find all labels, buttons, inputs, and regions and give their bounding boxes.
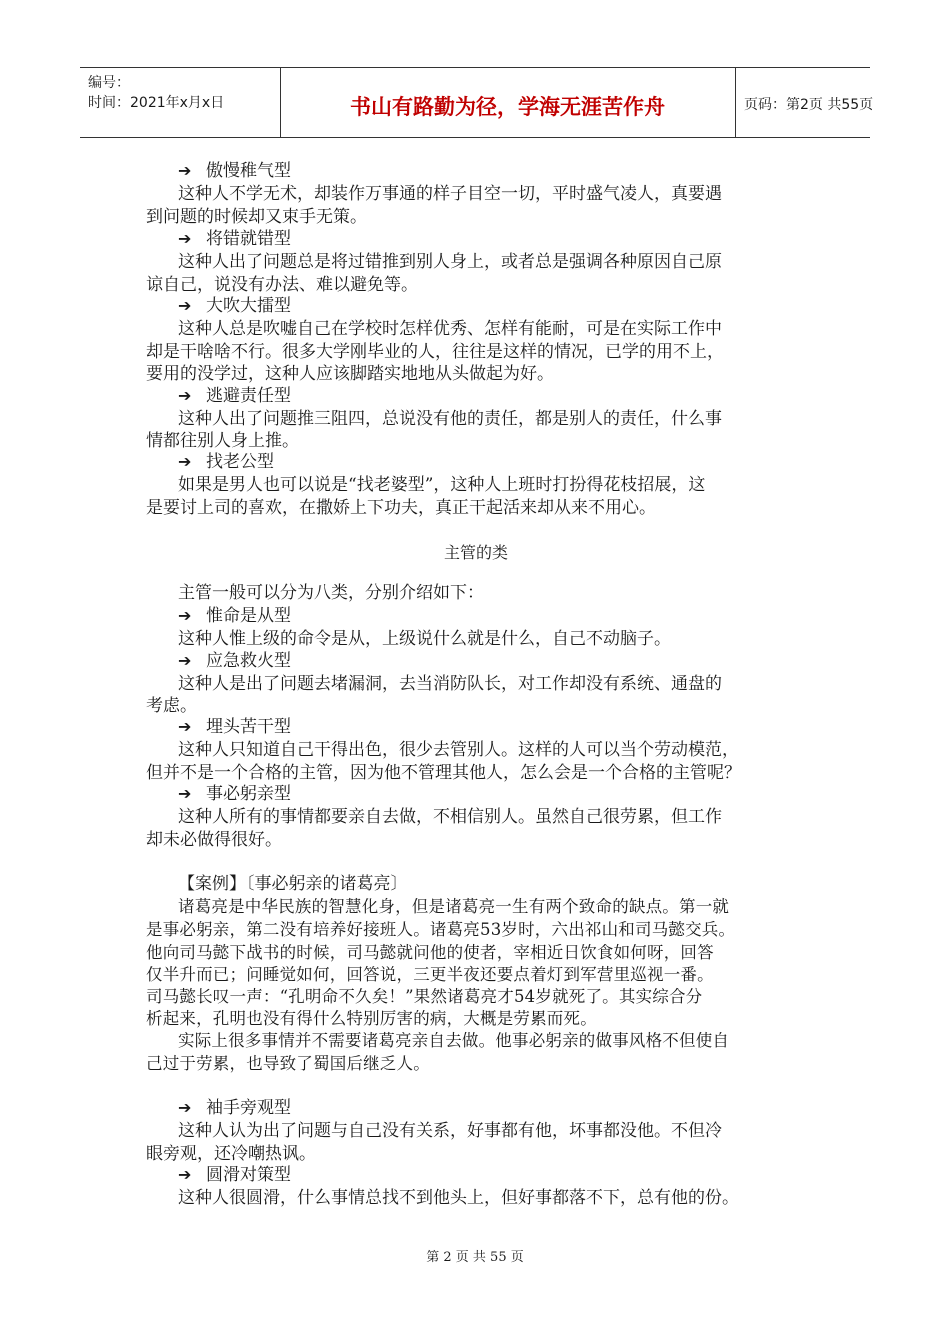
type-heading: ➔ 大吹大擂型 <box>178 296 291 316</box>
case-line: 实际上很多事情并不需要诸葛亮亲自去做。他事必躬亲的做事风格不但使自 <box>178 1031 730 1050</box>
header-meta-cell <box>80 68 281 137</box>
paragraph-line: 但并不是一个合格的主管，因为他不管理其他人，怎么会是一个合格的主管呢？ <box>146 763 741 783</box>
arrow-right-icon: ➔ <box>178 717 192 736</box>
paragraph-line: 到问题的时候却又束手无策。 <box>146 207 367 227</box>
arrow-right-icon: ➔ <box>178 1165 192 1184</box>
type-heading: ➔ 逃避责任型 <box>178 386 291 406</box>
paragraph-line: 这种人认为出了问题与自己没有关系，好事都有他，坏事都没他。不但冷 <box>178 1121 722 1141</box>
type-heading: ➔ 埋头苦干型 <box>178 717 291 737</box>
arrow-right-icon: ➔ <box>178 1098 192 1117</box>
paragraph-line: 这种人很圆滑，什么事情总找不到他头上，但好事都落不下，总有他的份。 <box>178 1188 739 1208</box>
type-heading: ➔ 找老公型 <box>178 452 274 472</box>
header-motto: 书山有路勤为径，学海无涯苦作舟 <box>350 95 665 119</box>
arrow-right-icon: ➔ <box>178 386 192 405</box>
section-title: 主管的类 <box>443 543 508 562</box>
paragraph-line: 这种人出了问题推三阻四，总说没有他的责任，都是别人的责任，什么事 <box>178 409 722 429</box>
paragraph-line: 这种人所有的事情都要亲自去做，不相信别人。虽然自己很劳累，但工作 <box>178 807 722 827</box>
paragraph-line: 却是干啥啥不行。很多大学刚毕业的人，往往是这样的情况，已学的用不上， <box>146 342 724 362</box>
paragraph-line: 这种人只知道自己干得出色，很少去管别人。这样的人可以当个劳动模范， <box>178 740 739 760</box>
paragraph-line: 考虑。 <box>146 696 197 716</box>
case-line: 析起来，孔明也没有得什么特别厉害的病，大概是劳累而死。 <box>146 1009 597 1028</box>
paragraph-line: 眼旁观，还冷嘲热讽。 <box>146 1144 316 1164</box>
arrow-right-icon: ➔ <box>178 161 192 180</box>
paragraph-line: 是要讨上司的喜欢，在撒娇上下功夫，真正干起活来却从来不用心。 <box>146 498 656 518</box>
type-heading: ➔ 惟命是从型 <box>178 606 291 626</box>
case-line: 仅半升而已；问睡觉如何，回答说，三更半夜还要点着灯到军营里巡视一番。 <box>146 965 714 984</box>
paragraph-line: 如果是男人也可以说是“找老婆型”，这种人上班时打扮得花枝招展，这 <box>178 475 706 495</box>
page-footer: 第 2 页 共 55 页 <box>426 1250 524 1265</box>
case-line: 己过于劳累，也导致了蜀国后继乏人。 <box>146 1054 430 1073</box>
type-heading: ➔ 圆滑对策型 <box>178 1165 291 1185</box>
case-title: 【案例】〔事必躬亲的诸葛亮〕 <box>178 874 408 894</box>
paragraph-line: 这种人出了问题总是将过错推到别人身上，或者总是强调各种原因自己原 <box>178 252 722 272</box>
type-heading: ➔ 应急救火型 <box>178 651 291 671</box>
page-header <box>80 67 874 138</box>
case-line: 是事必躬亲，第二没有培养好接班人。诸葛亮53岁时，六出祁山和司马懿交兵。 <box>146 920 736 939</box>
type-heading: ➔ 将错就错型 <box>178 229 291 249</box>
paragraph-line: 谅自己，说没有办法、难以避免等。 <box>146 275 418 295</box>
type-heading: ➔ 事必躬亲型 <box>178 784 291 804</box>
paragraph-line: 这种人总是吹嘘自己在学校时怎样优秀、怎样有能耐，可是在实际工作中 <box>178 319 722 339</box>
arrow-right-icon: ➔ <box>178 296 192 315</box>
case-line: 司马懿长叹一声：“孔明命不久矣！”果然诸葛亮才54岁就死了。其实综合分 <box>146 987 703 1006</box>
paragraph-line: 主管一般可以分为八类，分别介绍如下： <box>178 583 484 603</box>
header-page-number: 页码：第2页 共55页 <box>744 97 874 113</box>
document-time-label: 时间：2021年x月x日 <box>88 95 225 111</box>
header-motto-cell <box>280 68 736 137</box>
type-heading: ➔ 袖手旁观型 <box>178 1098 291 1118</box>
arrow-right-icon: ➔ <box>178 784 192 803</box>
arrow-right-icon: ➔ <box>178 229 192 248</box>
arrow-right-icon: ➔ <box>178 651 192 670</box>
paragraph-line: 要用的没学过，这种人应该脚踏实地地从头做起为好。 <box>146 364 554 384</box>
paragraph-line: 这种人不学无术，却装作万事通的样子目空一切，平时盛气凌人，真要遇 <box>178 184 722 204</box>
paragraph-line: 情都往别人身上推。 <box>146 431 299 451</box>
type-heading: ➔ 傲慢稚气型 <box>178 161 291 181</box>
paragraph-line: 却未必做得很好。 <box>146 830 282 850</box>
document-number-label: 编号： <box>88 75 130 91</box>
header-page-cell <box>735 68 874 137</box>
paragraph-line: 这种人是出了问题去堵漏洞，去当消防队长，对工作却没有系统、通盘的 <box>178 674 722 694</box>
case-line: 他向司马懿下战书的时候，司马懿就问他的使者，宰相近日饮食如何呀，回答 <box>146 943 714 962</box>
arrow-right-icon: ➔ <box>178 606 192 625</box>
paragraph-line: 这种人惟上级的命令是从，上级说什么就是什么，自己不动脑子。 <box>178 629 671 649</box>
arrow-right-icon: ➔ <box>178 452 192 471</box>
case-line: 诸葛亮是中华民族的智慧化身，但是诸葛亮一生有两个致命的缺点。第一就 <box>178 897 730 916</box>
